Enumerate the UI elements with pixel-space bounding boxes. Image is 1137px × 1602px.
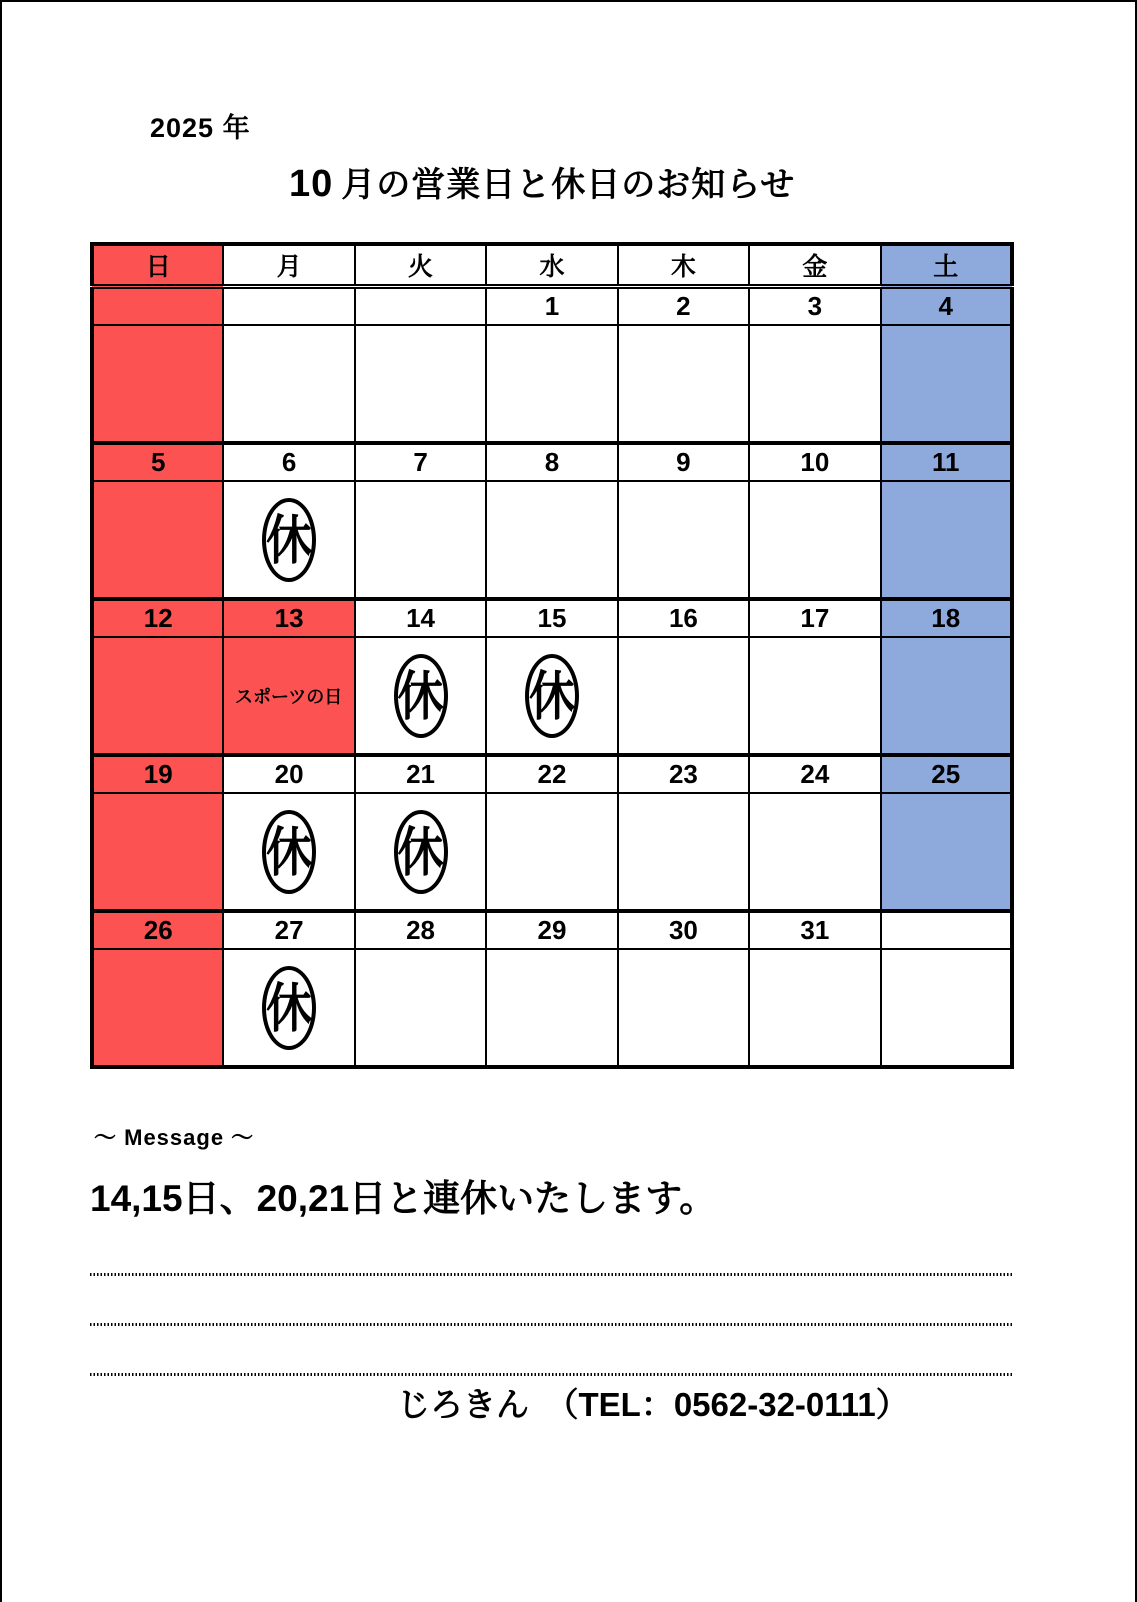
day-cell	[749, 949, 880, 1067]
weekday-header-sun: 日	[92, 244, 223, 287]
title-text: 月の営業日と休日のお知らせ	[341, 166, 796, 204]
day-cell	[881, 637, 1012, 755]
day-cell	[618, 637, 749, 755]
day-cell	[881, 949, 1012, 1067]
date-cell: 8	[486, 443, 617, 481]
weekday-header-row	[92, 244, 1012, 287]
week4-body-row	[92, 793, 1012, 911]
date-cell: 5	[92, 443, 223, 481]
date-cell: 25	[881, 755, 1012, 793]
year-label: 2025 年	[150, 113, 251, 143]
date-cell	[355, 287, 486, 326]
date-cell: 31	[749, 911, 880, 949]
closed-day-mark	[262, 498, 316, 582]
closed-day-mark	[262, 966, 316, 1050]
date-cell	[881, 911, 1012, 949]
ruled-line	[90, 1373, 1012, 1376]
day-cell	[749, 637, 880, 755]
day-cell	[355, 481, 486, 599]
day-cell	[881, 793, 1012, 911]
closed-day-mark	[525, 654, 579, 738]
day-cell	[486, 949, 617, 1067]
closed-day-mark	[262, 810, 316, 894]
day-cell	[618, 325, 749, 443]
closed-day-mark	[394, 654, 448, 738]
date-cell: 1	[486, 287, 617, 326]
day-cell	[749, 481, 880, 599]
closed-day-mark	[394, 810, 448, 894]
day-cell	[92, 637, 223, 755]
week3-date-row	[92, 599, 1012, 637]
week5-date-row	[92, 911, 1012, 949]
closed-symbol: 休	[528, 665, 575, 726]
date-cell: 14	[355, 599, 486, 637]
closed-symbol: 休	[397, 821, 444, 882]
closed-symbol: 休	[266, 509, 313, 570]
week3-body-row	[92, 637, 1012, 755]
day-cell	[618, 949, 749, 1067]
date-cell: 7	[355, 443, 486, 481]
date-cell: 4	[881, 287, 1012, 326]
week2-body-row	[92, 481, 1012, 599]
day-cell	[749, 325, 880, 443]
date-cell: 27	[223, 911, 354, 949]
date-cell: 9	[618, 443, 749, 481]
page-title	[289, 157, 795, 206]
date-cell	[92, 287, 223, 326]
day-cell	[92, 481, 223, 599]
date-cell: 11	[881, 443, 1012, 481]
date-cell: 23	[618, 755, 749, 793]
weekday-header-fri: 金	[749, 244, 880, 287]
closed-symbol: 休	[266, 821, 313, 882]
date-cell: 3	[749, 287, 880, 326]
week4-date-row	[92, 755, 1012, 793]
weekday-header-thu: 木	[618, 244, 749, 287]
day-cell	[92, 325, 223, 443]
date-cell: 17	[749, 599, 880, 637]
date-cell: 16	[618, 599, 749, 637]
closed-symbol: 休	[266, 977, 313, 1038]
day-cell	[92, 949, 223, 1067]
date-cell: 22	[486, 755, 617, 793]
day-cell	[92, 793, 223, 911]
day-cell	[486, 793, 617, 911]
day-cell	[618, 793, 749, 911]
date-cell: 19	[92, 755, 223, 793]
day-cell	[486, 325, 617, 443]
date-cell: 29	[486, 911, 617, 949]
weekday-header-wed: 水	[486, 244, 617, 287]
date-cell: 18	[881, 599, 1012, 637]
day-cell	[355, 793, 486, 911]
holiday-note: スポーツの日	[234, 686, 343, 707]
calendar-table	[90, 242, 1014, 1069]
date-cell: 26	[92, 911, 223, 949]
week1-body-row	[92, 325, 1012, 443]
date-cell: 10	[749, 443, 880, 481]
day-cell	[223, 325, 354, 443]
date-cell: 30	[618, 911, 749, 949]
week5-body-row	[92, 949, 1012, 1067]
date-cell: 6	[223, 443, 354, 481]
date-cell: 21	[355, 755, 486, 793]
day-cell	[223, 793, 354, 911]
title-month-number: 10	[289, 163, 334, 205]
date-cell: 15	[486, 599, 617, 637]
date-cell: 12	[92, 599, 223, 637]
date-cell	[223, 287, 354, 326]
weekday-header-sat: 土	[881, 244, 1012, 287]
message-text: 14,15日、20,21日と連休いたします。	[90, 1178, 717, 1219]
shop-and-tel: じろきん （TEL：0562-32-0111）	[397, 1386, 909, 1423]
date-cell: 20	[223, 755, 354, 793]
day-cell	[223, 481, 354, 599]
week1-date-row	[92, 287, 1012, 326]
day-cell	[618, 481, 749, 599]
day-cell	[355, 325, 486, 443]
date-cell: 2	[618, 287, 749, 326]
day-cell	[355, 637, 486, 755]
day-cell	[355, 949, 486, 1067]
date-cell: 24	[749, 755, 880, 793]
weekday-header-tue: 火	[355, 244, 486, 287]
day-cell	[223, 637, 354, 755]
day-cell	[223, 949, 354, 1067]
day-cell	[881, 481, 1012, 599]
weekday-header-mon: 月	[223, 244, 354, 287]
day-cell	[749, 793, 880, 911]
message-label: ～ Message ～	[94, 1125, 255, 1150]
week2-date-row	[92, 443, 1012, 481]
day-cell	[486, 637, 617, 755]
closed-symbol: 休	[397, 665, 444, 726]
date-cell: 28	[355, 911, 486, 949]
date-cell: 13	[223, 599, 354, 637]
day-cell	[881, 325, 1012, 443]
day-cell	[486, 481, 617, 599]
ruled-line	[90, 1273, 1012, 1276]
ruled-line	[90, 1323, 1012, 1326]
